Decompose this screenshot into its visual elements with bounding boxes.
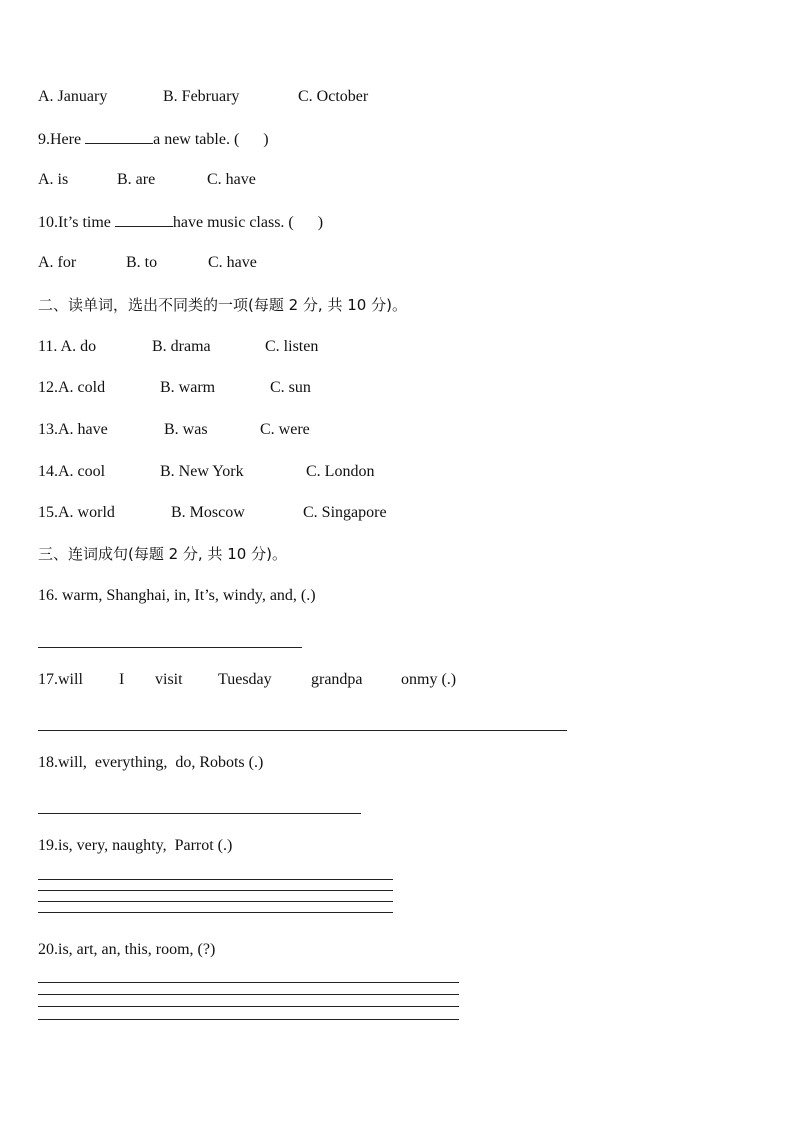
q9-option-a: A. is: [38, 171, 69, 188]
q20-answer-line-1: [38, 982, 459, 983]
q17-word-1: 17.will: [38, 671, 83, 688]
q9-blank: [85, 129, 153, 144]
q8-option-b: B. February: [163, 88, 240, 105]
section-3-heading: 三、连词成句(每题 2 分, 共 10 分)。: [38, 545, 287, 563]
q8-option-a: A. January: [38, 88, 108, 105]
q15-option-c: C. Singapore: [303, 504, 387, 521]
q19-answer-line-2: [38, 890, 393, 891]
q8-option-c: C. October: [298, 88, 369, 105]
q17-word-3: visit: [155, 671, 183, 688]
q13-option-c: C. were: [260, 421, 310, 438]
question-10: [38, 212, 323, 233]
section-2-heading: 二、读单词，选出不同类的一项(每题 2 分, 共 10 分)。: [38, 296, 407, 314]
q16-answer-line: [38, 647, 302, 648]
question-16: 16. warm, Shanghai, in, It’s, windy, and, (.): [38, 587, 316, 604]
q9-option-b: B. are: [117, 171, 156, 188]
q14-option-c: C. London: [306, 463, 375, 480]
question-19: 19.is, very, naughty, Parrot (.): [38, 837, 233, 854]
q17-word-2: I: [119, 671, 125, 688]
q10-option-a: A. for: [38, 254, 77, 271]
q19-answer-line-3: [38, 901, 393, 902]
q9-option-c: C. have: [207, 171, 256, 188]
q14-option-a: 14.A. cool: [38, 463, 106, 480]
q17-word-5: grandpa: [311, 671, 363, 688]
q11-option-a: 11. A. do: [38, 338, 97, 355]
q13-option-a: 13.A. have: [38, 421, 108, 438]
q19-answer-line-4: [38, 912, 393, 913]
q10-text-pre: 10.It’s time: [38, 214, 115, 231]
q10-option-b: B. to: [126, 254, 158, 271]
q14-option-b: B. New York: [160, 463, 244, 480]
q12-option-c: C. sun: [270, 379, 311, 396]
q20-answer-line-2: [38, 994, 459, 995]
q12-option-a: 12.A. cold: [38, 379, 106, 396]
q19-answer-line-1: [38, 879, 393, 880]
question-9: [38, 129, 269, 150]
q9-text-pre: 9.Here: [38, 131, 86, 148]
q17-word-4: Tuesday: [218, 671, 272, 688]
q10-blank: [115, 212, 173, 227]
question-20: 20.is, art, an, this, room, (?): [38, 941, 216, 958]
q17-word-6: onmy (.): [401, 671, 457, 688]
q13-option-b: B. was: [164, 421, 208, 438]
q17-answer-line: [38, 730, 567, 731]
q20-answer-line-3: [38, 1006, 459, 1007]
q11-option-b: B. drama: [152, 338, 211, 355]
q12-option-b: B. warm: [160, 379, 216, 396]
q18-answer-line: [38, 813, 361, 814]
q10-text-post: have music class. ( ): [172, 214, 324, 231]
q15-option-b: B. Moscow: [171, 504, 245, 521]
q15-option-a: 15.A. world: [38, 504, 115, 521]
q11-option-c: C. listen: [265, 338, 319, 355]
q9-text-post: a new table. ( ): [153, 131, 269, 148]
q20-answer-line-4: [38, 1019, 459, 1020]
question-18: 18.will, everything, do, Robots (.): [38, 754, 264, 771]
q10-option-c: C. have: [208, 254, 257, 271]
